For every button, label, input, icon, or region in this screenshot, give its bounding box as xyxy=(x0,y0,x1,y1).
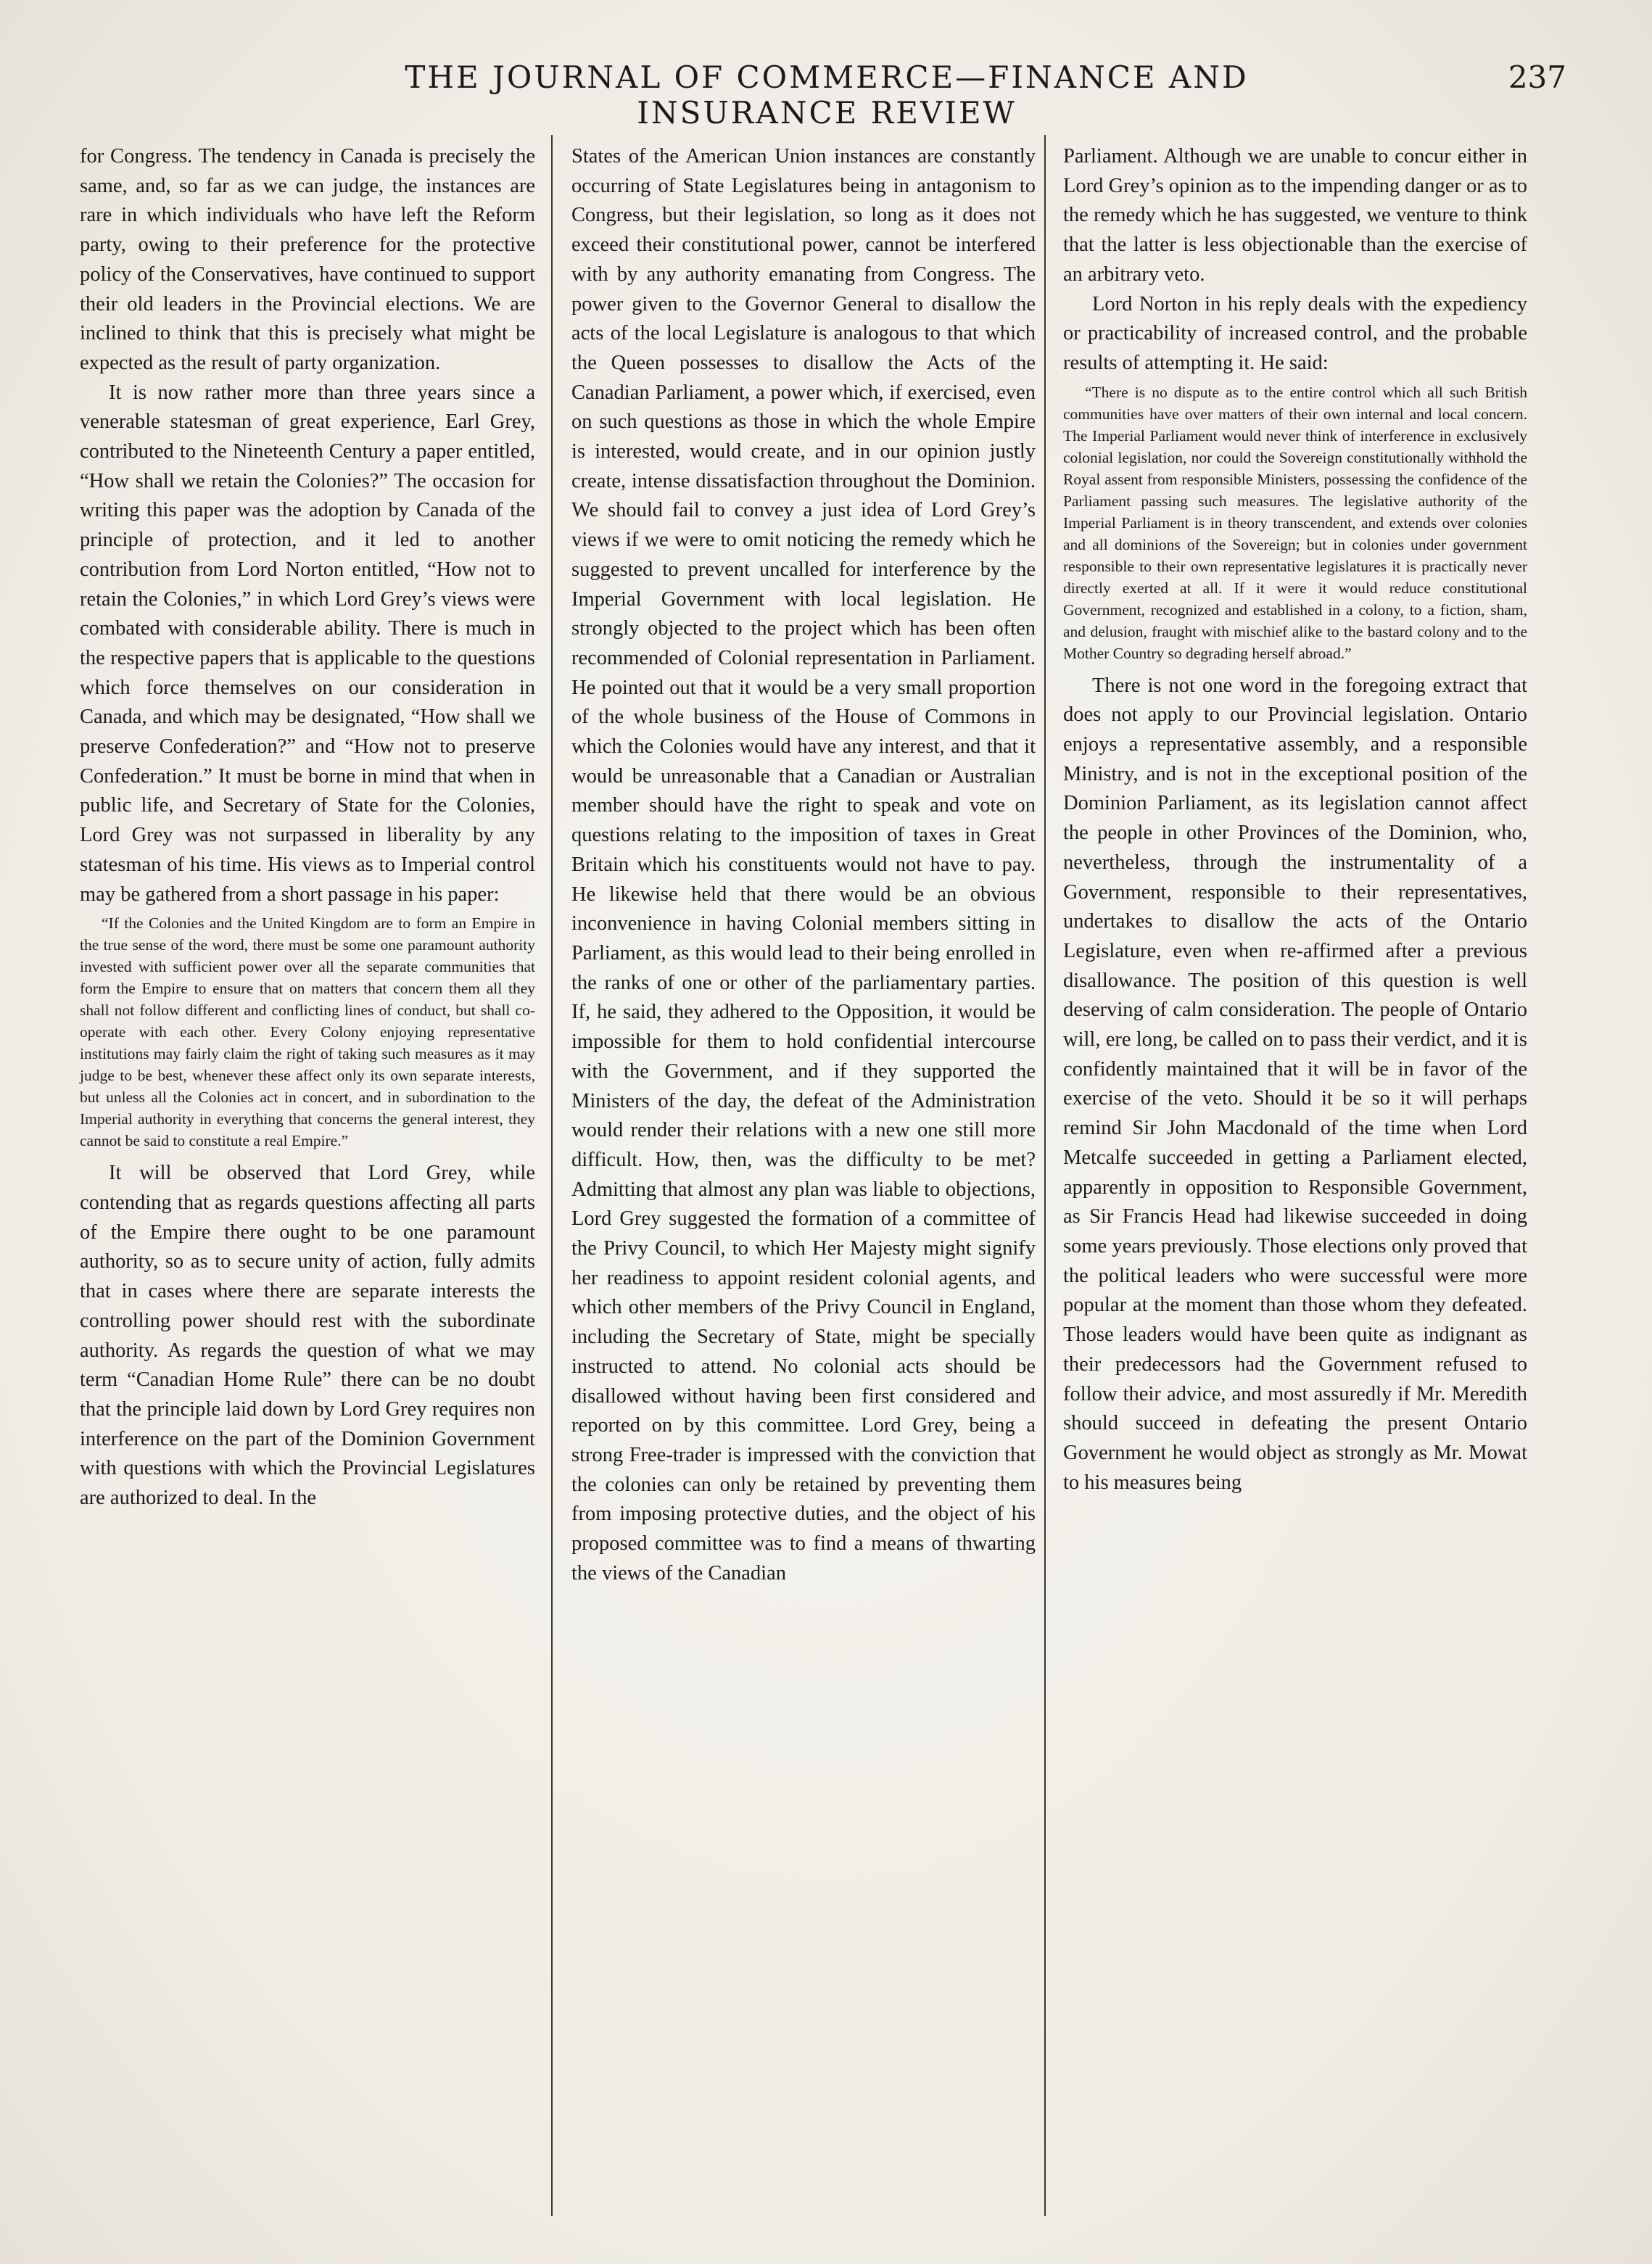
column-rule-left xyxy=(551,135,553,2216)
paragraph: It will be observed that Lord Grey, while contending that as regards questions affecting all parts of the Empire there ought to be one paramount authority, so as to secure unity of action, fully admits that in cases where there are separate interests the controlling power should rest with the subordinate authority. As regards the question of what we may term “Canadian Home Rule” there can be no doubt that the principle laid down by Lord Grey requires non interference on the part of the Dominion Government with questions with which the Provincial Legislatures are authorized to deal. In the xyxy=(80,1162,535,1510)
column-rule-right xyxy=(1044,135,1046,2216)
column-3 xyxy=(1063,142,1527,1497)
page-number: 237 xyxy=(1508,59,1566,95)
journal-title: THE JOURNAL OF COMMERCE—FINANCE AND INSURANCE REVIEW xyxy=(405,59,1249,131)
column-1 xyxy=(80,142,535,1513)
paragraph: States of the American Union instances are constantly occurring of State Legislatures being in antagonism to Congress, but their legislation, so long as it does not exceed their constitutional power, cannot be interfered with by any authority emanating from Congress. The power given to the Governor General to disallow the acts of the local Legislature is analogous to that which the Queen possesses to disallow the Acts of the Canadian Parliament, a power which, if exercised, even on such questions as those in which the whole Empire is interested, would create, and in our opinion justly create, intense dissatisfaction throughout the Dominion. We should fail to convey a just idea of Lord Grey’s views if we were to omit noticing the remedy which he suggested to prevent uncalled for interference by the Imperial Government with local legislation. He strongly objected to the project which has been often recommended of Colonial representation in Parliament. He pointed out that it would be a very small proportion of the whole business of the House of Commons in which the Colonies would have any interest, and that it would be unreasonable that a Canadian or Australian member should have the right to speak and vote on questions relating to the imposition of taxes in Great Britain which his constituents would not have to pay. He likewise held that there would be an obvious inconvenience in having Colonial members sitting in Parliament, as this would lead to their being enrolled in the ranks of one or other of the parliamentary parties. If, he said, they adhered to the Opposition, it would be impossible for them to hold confidential intercourse with the Government, and if they supported the Ministers of the day, the defeat of the Administration would render their relations with a new one still more difficult. How, then, was the difficulty to be met? Admitting that almost any plan was liable to objections, Lord Grey suggested the formation of a committee of the Privy Council, to which Her Majesty might signify her readiness to appoint resident colonial agents, and which other members of the Privy Council in England, including the Secretary of State, might be specially instructed to attend. No colonial acts should be disallowed without having been first considered and reported on by this committee. Lord Grey, being a strong Free-trader is impressed with the conviction that the colonies can only be retained by preventing them from imposing protective duties, and the object of his proposed committee was to find a means of thwarting the views of the Canadian xyxy=(571,145,1036,1585)
block-quote: “There is no dispute as to the entire control which all such British communities have over matters of their own internal and local concern. The Imperial Parliament would never think of interference in exclusively colonial legislation, nor could the Sovereign constitutionally withhold the Royal assent from responsible Ministers, possessing the confidence of the Parliament passing such measures. The legislative authority of the Imperial Parliament is in theory transcendent, and extends over colonies and all dominions of the Sovereign; but in colonies under government responsible to their own representative legislatures it is practically never directly exerted at all. If it were it would reduce constitutional Government, recognized and established in a colony, to a fiction, sham, and delusion, fraught with mischief alike to the bastard colony and to the Mother Country so degrading herself abroad.” xyxy=(1063,383,1527,662)
paragraph: Parliament. Although we are unable to concur either in Lord Grey’s opinion as to the impending danger or as to the remedy which he has suggested, we venture to think that the latter is less objectionable than the exercise of an arbitrary veto. xyxy=(1063,145,1527,286)
block-quote: “If the Colonies and the United Kingdom are to form an Empire in the true sense of the word, there must be some one paramount authority invested with sufficient power over all the separate communities that form the Empire to ensure that on matters that concern them all they shall not follow different and conflicting lines of conduct, but shall co-operate with each other. Every Colony enjoying representative institutions may fairly claim the right of taking such measures as it may judge to be best, whenever these affect only its own separate interests, but unless all the Colonies act in concert, and in subordination to the Imperial authority in everything that concerns the general interest, they cannot be said to constitute a real Empire.” xyxy=(80,914,535,1150)
paragraph: Lord Norton in his reply deals with the expediency or practicability of increased control, and the probable results of attempting it. He said: xyxy=(1063,292,1527,374)
paragraph: There is not one word in the foregoing extract that does not apply to our Provincial legislation. Ontario enjoys a representative assembly, and a responsible Ministry, and is not in the exceptional position of the Dominion Parliament, as its legislation cannot affect the people in other Provinces of the Dominion, who, nevertheless, through the instrumentality of a Government, responsible to their representatives, undertakes to disallow the acts of the Ontario Legislature, even when re-affirmed after a previous disallowance. The position of this question is well deserving of calm consideration. The people of Ontario will, ere long, be called on to pass their verdict, and it is confidently maintained that it will be in favor of the exercise of the veto. Should it be so it will perhaps remind Sir John Macdonald of the time when Lord Metcalfe succeeded in getting a Parliament elected, apparently in opposition to Responsible Government, as Sir Francis Head had likewise succeeded in doing some years previously. Those elections only proved that the political leaders who were successful were more popular at the moment than those whom they defeated. Those leaders would have been quite as indignant as their predecessors had the Government refused to follow their advice, and most assuredly if Mr. Meredith should succeed in defeating the present Ontario Government he would object as strongly as Mr. Mowat to his measures being xyxy=(1063,674,1527,1494)
page-header xyxy=(109,59,1566,131)
column-2 xyxy=(571,142,1036,1588)
paragraph: for Congress. The tendency in Canada is precisely the same, and, so far as we can judge, the instances are rare in which individuals who have left the Reform party, owing to their preference for the protective policy of the Conservatives, have continued to support their old leaders in the Provincial elections. We are inclined to think that this is precisely what might be expected as the result of party organization. xyxy=(80,145,535,374)
paragraph: It is now rather more than three years since a venerable statesman of great experience, Earl Grey, contributed to the Nineteenth Century a paper entitled, “How shall we retain the Colonies?” The occasion for writing this paper was the adoption by Canada of the principle of protection, and it led to another contribution from Lord Norton entitled, “How not to retain the Colonies,” in which Lord Grey’s views were combated with considerable ability. There is much in the respective papers that is applicable to the questions which force themselves on our consideration in Canada, and which may be designated, “How shall we preserve Confederation?” and “How not to preserve Confederation.” It must be borne in mind that when in public life, and Secretary of State for the Colonies, Lord Grey was not surpassed in liberality by any statesman of his time. His views as to Imperial control may be gathered from a short passage in his paper: xyxy=(80,381,535,906)
